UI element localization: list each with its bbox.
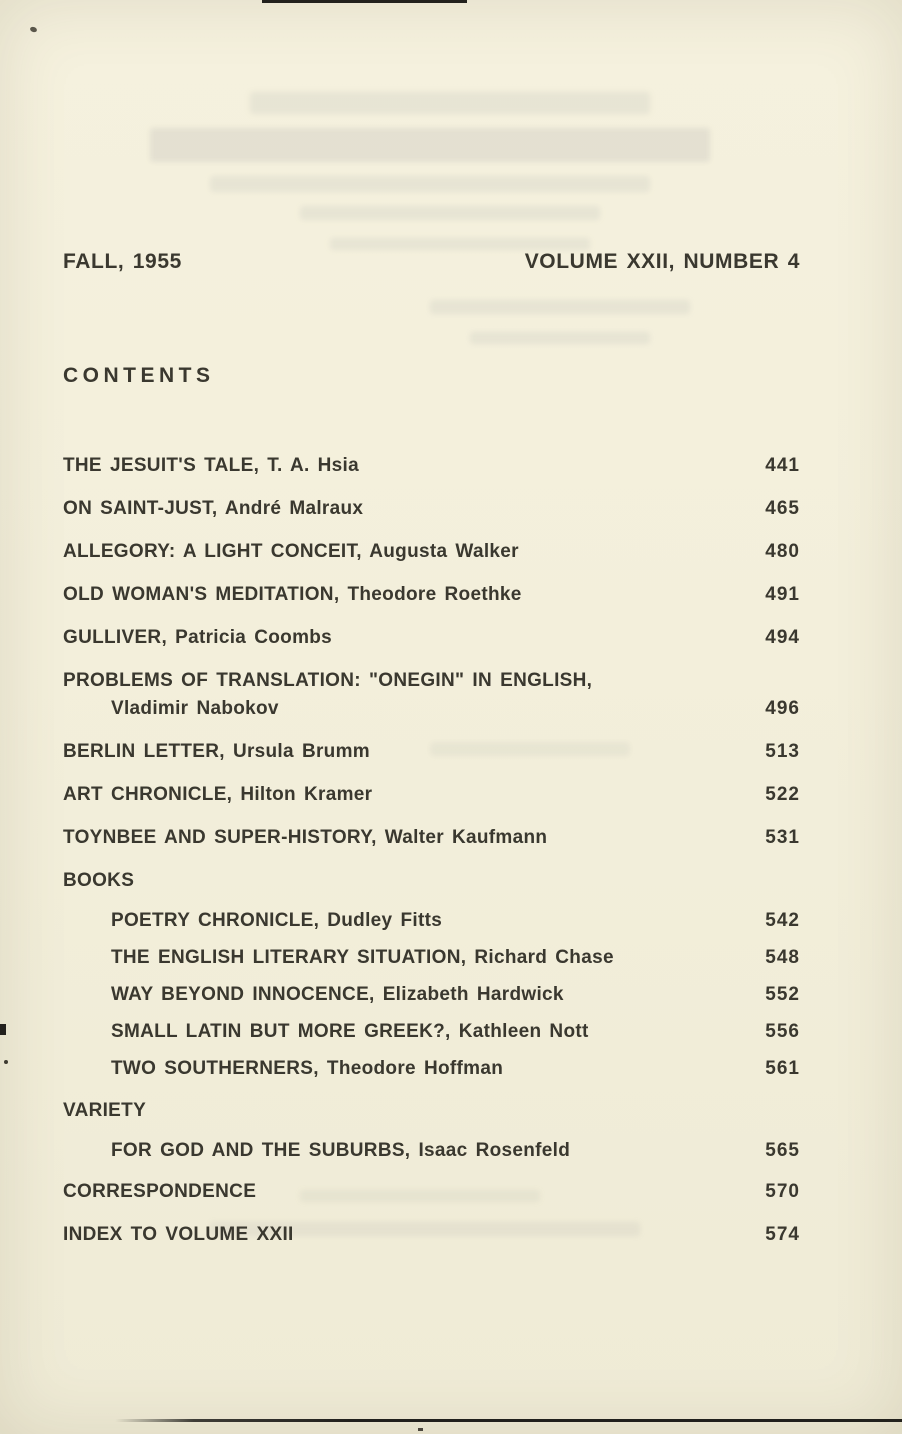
toc-page-number: 494: [765, 627, 800, 648]
toc-entry-text: SMALL LATIN BUT MORE GREEK?, Kathleen Nott: [111, 1021, 589, 1042]
bleed-through-mark: [210, 176, 650, 192]
toc-entry-text: ALLEGORY: A LIGHT CONCEIT, Augusta Walker: [63, 541, 519, 562]
toc-row: [63, 1018, 800, 1046]
toc-entry-text: ART CHRONICLE, Hilton Kramer: [63, 784, 373, 805]
toc-page-number: 565: [765, 1140, 800, 1161]
bleed-through-mark: [430, 300, 690, 314]
toc-entry-text: GULLIVER, Patricia Coombs: [63, 627, 333, 648]
bleed-through-mark: [150, 128, 710, 162]
toc-entry-text: THE JESUIT'S TALE, T. A. Hsia: [63, 455, 359, 476]
toc-page-number: 531: [765, 827, 800, 848]
toc-page-number: 491: [765, 584, 800, 605]
toc-section-header: [63, 1097, 800, 1125]
toc-entry-text: OLD WOMAN'S MEDITATION, Theodore Roethke: [63, 584, 522, 605]
toc-row: [63, 695, 800, 723]
scan-artifact-bottom-line: [115, 1419, 902, 1422]
toc-row: [63, 624, 800, 652]
issue-header: [63, 250, 800, 274]
toc-entry-text: ON SAINT-JUST, André Malraux: [63, 498, 364, 519]
toc-page-number: 574: [765, 1224, 800, 1245]
toc-row: [63, 1178, 800, 1206]
toc-row: [63, 907, 800, 935]
toc-entry-text: Vladimir Nabokov: [111, 698, 279, 719]
scan-artifact-speck: [418, 1428, 423, 1431]
toc-entry-text: BOOKS: [63, 870, 135, 891]
toc-page-number: 465: [765, 498, 800, 519]
toc-row: [63, 1221, 800, 1249]
toc-row: [63, 667, 800, 695]
toc-page-number: 570: [765, 1181, 800, 1202]
toc-row: [63, 944, 800, 972]
toc-section-header: [63, 867, 800, 895]
toc-entry-text: PROBLEMS OF TRANSLATION: "ONEGIN" IN ENGLISH,: [63, 670, 593, 691]
toc-entry-text: INDEX TO VOLUME XXII: [63, 1224, 294, 1245]
toc-row: [63, 981, 800, 1009]
contents-heading: CONTENTS: [63, 364, 215, 387]
toc-page-number: 441: [765, 455, 800, 476]
bleed-through-mark: [330, 238, 590, 250]
toc-page-number: 542: [765, 910, 800, 931]
toc-page-number: 561: [765, 1058, 800, 1079]
toc-entry-text: CORRESPONDENCE: [63, 1181, 257, 1202]
scan-artifact-top-line: [262, 0, 467, 3]
toc-row: [63, 538, 800, 566]
toc-page-number: 513: [765, 741, 800, 762]
toc-page-number: 522: [765, 784, 800, 805]
toc-row: [63, 824, 800, 852]
toc-entry-text: THE ENGLISH LITERARY SITUATION, Richard Chase: [111, 947, 614, 968]
scan-artifact-speck: [4, 1060, 8, 1064]
toc-row: [63, 495, 800, 523]
toc-row: [63, 1137, 800, 1165]
bleed-through-mark: [250, 92, 650, 114]
toc-entry-text: POETRY CHRONICLE, Dudley Fitts: [111, 910, 443, 931]
issue-date: FALL, 1955: [63, 250, 182, 273]
toc-entry-text: TWO SOUTHERNERS, Theodore Hoffman: [111, 1058, 504, 1079]
toc-entry-text: BERLIN LETTER, Ursula Brumm: [63, 741, 370, 762]
toc-row: [63, 781, 800, 809]
toc-row: [63, 1055, 800, 1083]
toc-row: [63, 452, 800, 480]
toc-page-number: 496: [765, 698, 800, 719]
toc-entry-text: WAY BEYOND INNOCENCE, Elizabeth Hardwick: [111, 984, 564, 1005]
bleed-through-mark: [470, 332, 650, 344]
table-of-contents: [63, 452, 800, 1264]
toc-entry-text: TOYNBEE AND SUPER-HISTORY, Walter Kaufmann: [63, 827, 548, 848]
toc-row: [63, 738, 800, 766]
toc-page-number: 480: [765, 541, 800, 562]
scan-artifact-speck: [29, 26, 37, 33]
toc-page-number: 552: [765, 984, 800, 1005]
volume-number: VOLUME XXII, NUMBER 4: [524, 250, 800, 273]
toc-entry-text: FOR GOD AND THE SUBURBS, Isaac Rosenfeld: [111, 1140, 571, 1161]
toc-row: [63, 581, 800, 609]
toc-page-number: 556: [765, 1021, 800, 1042]
bleed-through-mark: [300, 206, 600, 220]
toc-entry-text: VARIETY: [63, 1100, 147, 1121]
toc-page-number: 548: [765, 947, 800, 968]
scan-artifact-edge-mark: [0, 1024, 6, 1035]
